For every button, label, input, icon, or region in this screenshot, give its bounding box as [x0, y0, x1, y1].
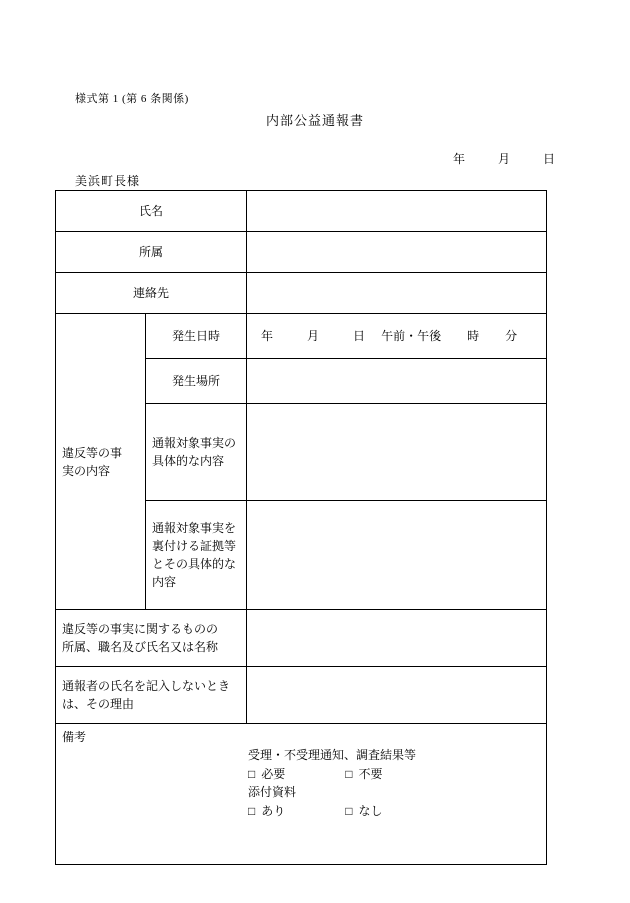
occ-minute-label: 分: [505, 329, 518, 343]
report-detail-label: [146, 404, 247, 501]
violation-content-label: [56, 314, 146, 610]
anonymous-reason-label-line1: 通報者の氏名を記入しないとき: [62, 679, 231, 693]
attachment-heading: 添付資料: [248, 785, 297, 800]
attachment-no-checkbox[interactable]: [345, 804, 382, 818]
attachment-options: [248, 802, 540, 821]
date-year-label: 年: [452, 152, 465, 166]
form-number: 様式第 1 (第 6 条関係): [75, 93, 189, 105]
date-day-label: 日: [542, 152, 555, 166]
report-detail-label-line2: 具体的な内容: [152, 454, 225, 468]
occ-hour-label: 時: [467, 329, 480, 343]
report-detail-input[interactable]: [247, 404, 547, 501]
occ-month-label: 月: [307, 329, 320, 343]
name-input[interactable]: [247, 191, 547, 232]
occurrence-place-label: 発生場所: [146, 359, 247, 404]
occurrence-place-input[interactable]: [247, 359, 547, 404]
table-row: [56, 610, 547, 667]
date-line: [0, 150, 630, 167]
related-person-label: [56, 610, 247, 667]
occurrence-datetime-input[interactable]: [247, 314, 547, 359]
affiliation-input[interactable]: [247, 232, 547, 273]
remarks-label: 備考: [62, 730, 87, 744]
table-row: [56, 191, 547, 232]
evidence-label: [146, 501, 247, 610]
report-detail-label-line1: 通報対象事実の: [152, 436, 237, 450]
evidence-label-line1: 通報対象事実を: [152, 521, 237, 535]
contact-input[interactable]: [247, 273, 547, 314]
report-form-table: [55, 190, 547, 865]
anonymous-reason-input[interactable]: [247, 667, 547, 724]
notice-not-required-checkbox[interactable]: [345, 767, 382, 781]
contact-label: 連絡先: [56, 273, 247, 314]
notice-required-checkbox[interactable]: [248, 767, 285, 781]
checkbox-icon: □: [345, 766, 353, 781]
occurrence-datetime-label: 発生日時: [146, 314, 247, 359]
violation-content-label-line2: 実の内容: [62, 463, 111, 478]
checkbox-icon: □: [248, 766, 256, 781]
attachment-no-label: なし: [358, 803, 383, 818]
date-month-label: 月: [497, 152, 510, 166]
table-row: [56, 667, 547, 724]
attachment-yes-checkbox[interactable]: [248, 804, 285, 818]
affiliation-label: 所属: [56, 232, 247, 273]
addressee: 美浜町長様: [75, 174, 141, 188]
remarks-cell[interactable]: [56, 724, 547, 865]
checkbox-icon: □: [345, 803, 353, 818]
evidence-label-line4: 内容: [152, 575, 177, 589]
notice-not-required-label: 不要: [358, 766, 383, 781]
name-label: 氏名: [56, 191, 247, 232]
violation-content-label-line1: 違反等の事: [62, 445, 123, 460]
checkbox-icon: □: [248, 803, 256, 818]
remarks-body: [62, 746, 540, 820]
related-person-label-line1: 違反等の事実に関するものの: [62, 622, 219, 636]
occ-day-label: 日: [353, 329, 366, 343]
anonymous-reason-label-line2: は、その理由: [62, 697, 135, 711]
page-title: 内部公益通報書: [265, 113, 364, 128]
anonymous-reason-label: [56, 667, 247, 724]
table-row: [56, 314, 547, 359]
attachment-yes-label: あり: [261, 803, 286, 818]
evidence-label-line3: とその具体的な: [152, 557, 237, 571]
related-person-input[interactable]: [247, 610, 547, 667]
occ-ampm-label: 午前・午後: [381, 329, 442, 343]
evidence-input[interactable]: [247, 501, 547, 610]
table-row: [56, 724, 547, 865]
notice-options: [248, 765, 540, 784]
related-person-label-line2: 所属、職名及び氏名又は名称: [62, 640, 219, 654]
table-row: [56, 232, 547, 273]
table-row: [56, 273, 547, 314]
occ-year-label: 年: [261, 329, 274, 343]
notice-heading: 受理・不受理通知、調査結果等: [248, 748, 417, 762]
evidence-label-line2: 裏付ける証拠等: [152, 539, 237, 553]
notice-required-label: 必要: [261, 766, 286, 781]
